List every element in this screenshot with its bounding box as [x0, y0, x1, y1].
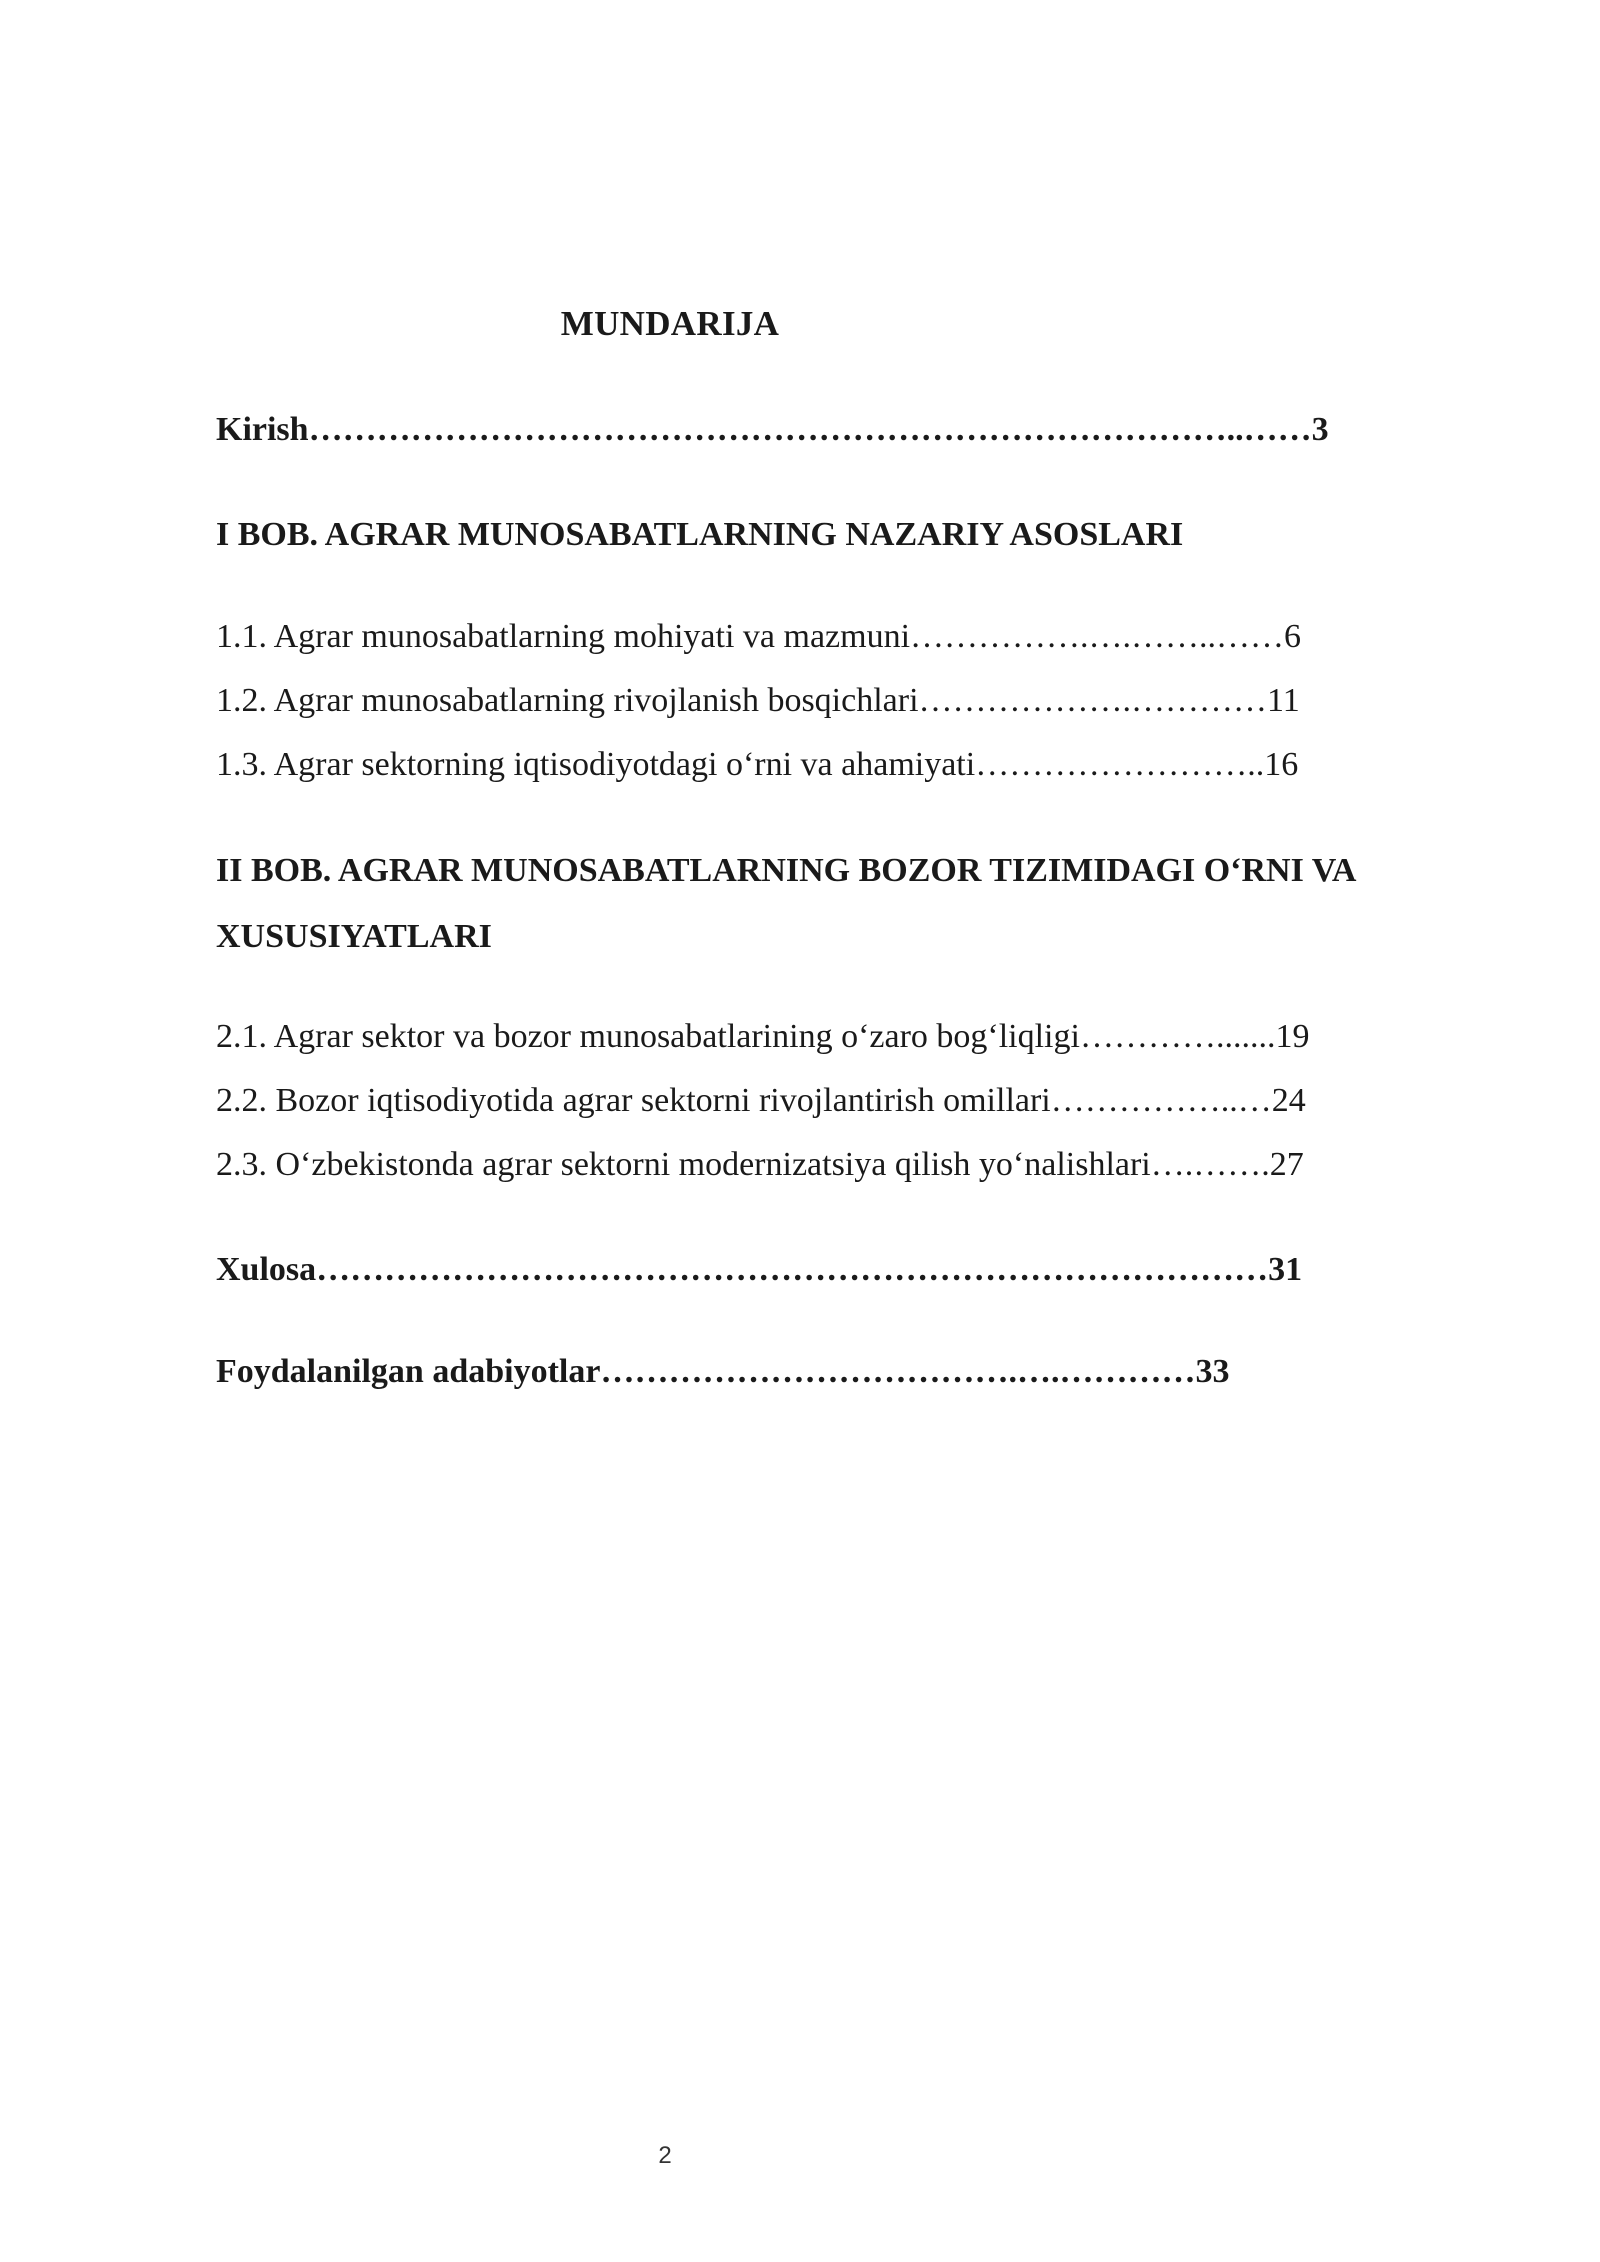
toc-entry-2-3: 2.3. O‘zbekistonda agrar sektorni modernizatsiya qilish yo‘nalishlari….…….27: [216, 1146, 1304, 1183]
toc-entry-2-1: 2.1. Agrar sektor va bozor munosabatlarining o‘zaro bog‘liqligi………….......19: [216, 1018, 1310, 1055]
toc-entry-1-3: 1.3. Agrar sektorning iqtisodiyotdagi o‘rni va ahamiyati……………………..16: [216, 746, 1299, 783]
toc-entry-kirish: Kirish………………………………………………………………………..……3: [216, 411, 1329, 448]
toc-entry-xulosa: Xulosa…………………………………………………………………………31: [216, 1251, 1303, 1288]
toc-entry-2-2: 2.2. Bozor iqtisodiyotida agrar sektorni rivojlantirish omillari……………..…24: [216, 1082, 1306, 1119]
toc-entry-references: Foydalanilgan adabiyotlar……………………………….….…………33: [216, 1353, 1230, 1390]
toc-entry-1-2: 1.2. Agrar munosabatlarning rivojlanish bosqichlari……………….…………11: [216, 682, 1300, 719]
page-title: MUNDARIJA: [560, 304, 780, 343]
toc-chapter-2-heading: II BOB. AGRAR MUNOSABATLARNING BOZOR TIZIMIDAGI O‘RNI VA XUSUSIYATLARI: [216, 852, 1355, 955]
toc-chapter-1-heading: I BOB. AGRAR MUNOSABATLARNING NAZARIY ASOSLARI: [216, 516, 1184, 553]
toc-entry-1-1: 1.1. Agrar munosabatlarning mohiyati va mazmuni…………….….……..……6: [216, 618, 1302, 655]
page-number: 2: [658, 2142, 672, 2169]
